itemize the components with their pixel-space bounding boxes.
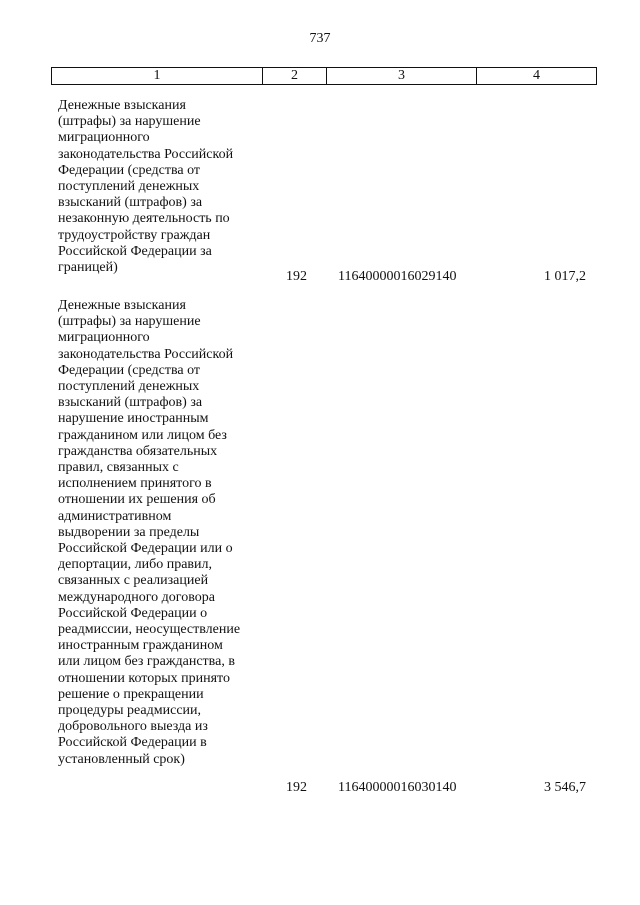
desc-line: отношении их решения об: [58, 492, 216, 508]
desc-line: реадмиссии, неосуществление: [58, 622, 241, 638]
row-description: [58, 98, 258, 276]
desc-line: депортации, либо правил,: [58, 557, 213, 573]
desc-line: выдворении за пределы: [58, 524, 200, 540]
desc-line: (штрафы) за нарушение: [58, 314, 201, 330]
desc-line: незаконную деятельность по: [58, 211, 230, 227]
desc-line: миграционного: [58, 130, 150, 146]
desc-line: процедуры реадмиссии,: [58, 703, 202, 719]
desc-line: гражданства обязательных: [58, 443, 218, 459]
header-col-4: 4: [533, 68, 540, 83]
row-admin-code: 192: [286, 269, 307, 284]
header-col-1: 1: [52, 68, 263, 84]
desc-line: Российской Федерации о: [58, 605, 208, 621]
desc-line: Денежные взыскания: [58, 298, 186, 313]
desc-line: (штрафы) за нарушение: [58, 114, 201, 130]
row-kbk: 11640000016030140: [338, 780, 457, 795]
desc-line: правил, связанных с: [58, 460, 179, 476]
desc-line: законодательства Российской: [58, 346, 234, 362]
page-number: 737: [309, 31, 331, 46]
desc-line: миграционного: [58, 330, 150, 346]
desc-line: границей): [58, 260, 118, 276]
desc-line: иностранным гражданином: [58, 638, 223, 654]
row-sum: 1 017,2: [544, 269, 586, 284]
desc-line: добровольного выезда из: [58, 719, 208, 735]
desc-line: взысканий (штрафов) за: [58, 395, 203, 411]
header-col-2: 2: [263, 68, 327, 84]
row-description: [58, 298, 258, 768]
desc-line: Федерации (средства от: [58, 162, 201, 178]
row-sum: 3 546,7: [544, 780, 586, 795]
header-col-3: 3: [327, 68, 477, 84]
desc-line: гражданином или лицом без: [58, 427, 227, 443]
desc-line: поступлений денежных: [58, 379, 200, 395]
desc-line: трудоустройству граждан: [58, 227, 211, 243]
desc-line: Российской Федерации или о: [58, 541, 233, 557]
desc-line: установленный срок): [58, 751, 185, 767]
desc-line: отношении которых принято: [58, 670, 230, 686]
desc-line: поступлений денежных: [58, 179, 200, 195]
desc-line: связанных с реализацией: [58, 573, 209, 589]
row-kbk: 11640000016029140: [338, 269, 457, 284]
desc-line: исполнением принятого в: [58, 476, 212, 492]
desc-line: административном: [58, 508, 172, 524]
row-admin-code: 192: [286, 780, 307, 795]
desc-line: или лицом без гражданства, в: [58, 654, 235, 670]
desc-line: взысканий (штрафов) за: [58, 195, 203, 211]
desc-line: Российской Федерации в: [58, 735, 207, 751]
desc-line: Денежные взыскания: [58, 98, 186, 113]
desc-line: международного договора: [58, 589, 215, 605]
desc-line: законодательства Российской: [58, 146, 234, 162]
desc-line: Российской Федерации за: [58, 243, 212, 259]
desc-line: решение о прекращении: [58, 686, 204, 702]
table-header: [51, 67, 597, 85]
desc-line: нарушение иностранным: [58, 411, 209, 427]
desc-line: Федерации (средства от: [58, 362, 201, 378]
